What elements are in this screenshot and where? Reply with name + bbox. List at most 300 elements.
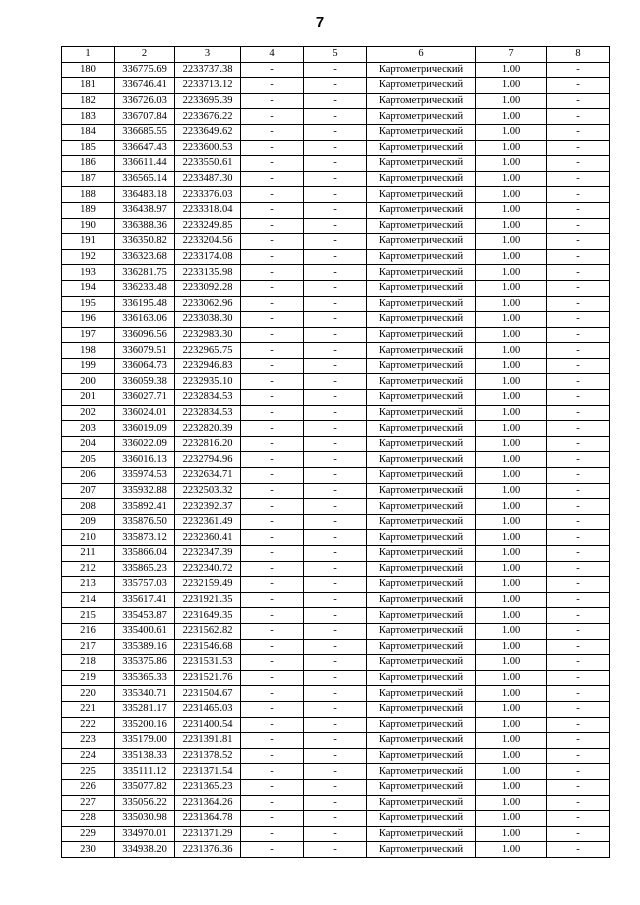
table-header-row [62,47,610,63]
table-cell: - [547,390,610,406]
table-cell: - [241,779,304,795]
table-cell: - [547,327,610,343]
table-cell: Картометрический [367,748,476,764]
table-cell: - [304,468,367,484]
table-cell: 335200.16 [115,717,175,733]
table-cell: Картометрический [367,436,476,452]
table-cell: 335932.88 [115,483,175,499]
table-row [62,623,610,639]
table-cell: 1.00 [476,811,547,827]
table-cell: 335179.00 [115,733,175,749]
table-cell: 221 [62,701,115,717]
table-cell: - [547,701,610,717]
table-cell: 2233649.62 [175,124,241,140]
table-cell: 336022.09 [115,436,175,452]
table-cell: Картометрический [367,218,476,234]
table-cell: 210 [62,530,115,546]
table-cell: - [547,405,610,421]
table-cell: 335340.71 [115,686,175,702]
table-cell: 336024.01 [115,405,175,421]
table-cell: 336016.13 [115,452,175,468]
table-cell: 199 [62,358,115,374]
table-cell: 1.00 [476,187,547,203]
table-cell: 2233174.08 [175,249,241,265]
column-header: 7 [476,47,547,63]
table-cell: - [547,733,610,749]
table-cell: Картометрический [367,701,476,717]
table-cell: 1.00 [476,499,547,515]
table-row [62,62,610,78]
table-cell: 2233135.98 [175,265,241,281]
table-cell: - [304,717,367,733]
table-cell: 336059.38 [115,374,175,390]
table-cell: - [304,62,367,78]
table-cell: 336565.14 [115,171,175,187]
table-cell: - [304,499,367,515]
table-cell: - [547,686,610,702]
table-cell: - [547,202,610,218]
table-cell: - [241,109,304,125]
table-cell: 336685.55 [115,124,175,140]
table-cell: 1.00 [476,234,547,250]
table-cell: 2231504.67 [175,686,241,702]
table-cell: Картометрический [367,280,476,296]
table-cell: - [241,826,304,842]
table-row [62,234,610,250]
table-row [62,701,610,717]
table-cell: 336438.97 [115,202,175,218]
table-cell: 1.00 [476,390,547,406]
table-cell: - [547,156,610,172]
table-cell: Картометрический [367,530,476,546]
column-header: 3 [175,47,241,63]
table-cell: - [304,561,367,577]
table-cell: 2233376.03 [175,187,241,203]
table-cell: 2232392.37 [175,499,241,515]
table-cell: 207 [62,483,115,499]
table-cell: 2231371.29 [175,826,241,842]
table-cell: - [241,62,304,78]
table-cell: - [304,686,367,702]
table-cell: - [241,561,304,577]
table-cell: 336707.84 [115,109,175,125]
table-cell: 2231531.53 [175,655,241,671]
table-cell: 1.00 [476,733,547,749]
table-cell: - [547,296,610,312]
table-cell: Картометрический [367,795,476,811]
table-cell: Картометрический [367,156,476,172]
table-cell: 335030.98 [115,811,175,827]
table-cell: Картометрический [367,124,476,140]
table-cell: - [304,483,367,499]
table-cell: 211 [62,546,115,562]
table-cell: 192 [62,249,115,265]
table-cell: 336726.03 [115,93,175,109]
table-row [62,530,610,546]
table-cell: - [304,156,367,172]
table-cell: 335865.23 [115,561,175,577]
table-cell: 187 [62,171,115,187]
table-cell: 2233062.96 [175,296,241,312]
table-cell: 336233.48 [115,280,175,296]
table-cell: 1.00 [476,623,547,639]
table-cell: - [241,592,304,608]
table-cell: 2233487.30 [175,171,241,187]
table-cell: 2231391.81 [175,733,241,749]
table-cell: 200 [62,374,115,390]
column-header: 2 [115,47,175,63]
table-cell: 220 [62,686,115,702]
table-cell: 2232361.49 [175,514,241,530]
table-cell: - [241,327,304,343]
table-cell: - [547,546,610,562]
table-cell: 227 [62,795,115,811]
table-cell: - [547,218,610,234]
table-row [62,405,610,421]
table-cell: Картометрический [367,686,476,702]
table-cell: 335974.53 [115,468,175,484]
table-cell: - [241,234,304,250]
table-row [62,140,610,156]
table-cell: Картометрический [367,421,476,437]
table-cell: 2231921.35 [175,592,241,608]
table-cell: 2233550.61 [175,156,241,172]
table-cell: - [547,623,610,639]
table-cell: - [547,826,610,842]
table-cell: 2232159.49 [175,577,241,593]
table-cell: Картометрический [367,140,476,156]
table-cell: 2233038.30 [175,312,241,328]
table-row [62,436,610,452]
table-cell: 2233318.04 [175,202,241,218]
table-cell: - [241,701,304,717]
table-cell: Картометрический [367,343,476,359]
table-cell: 1.00 [476,343,547,359]
column-header: 6 [367,47,476,63]
table-cell: 336281.75 [115,265,175,281]
table-cell: Картометрический [367,327,476,343]
table-cell: 1.00 [476,280,547,296]
table-cell: - [304,78,367,94]
table-cell: 203 [62,421,115,437]
table-cell: 230 [62,842,115,858]
table-cell: 189 [62,202,115,218]
table-cell: - [547,187,610,203]
table-row [62,156,610,172]
table-cell: Картометрический [367,265,476,281]
table-cell: - [547,795,610,811]
table-cell: - [241,202,304,218]
table-cell: 1.00 [476,717,547,733]
table-cell: 334938.20 [115,842,175,858]
table-cell: - [241,140,304,156]
table-cell: - [547,779,610,795]
table-cell: - [241,421,304,437]
table-cell: - [547,421,610,437]
table-cell: Картометрический [367,577,476,593]
table-cell: 1.00 [476,218,547,234]
table-cell: 2232946.83 [175,358,241,374]
table-cell: 212 [62,561,115,577]
table-cell: - [304,811,367,827]
table-cell: - [241,468,304,484]
table-cell: 1.00 [476,265,547,281]
table-row [62,280,610,296]
table-cell: 1.00 [476,405,547,421]
table-cell: - [241,249,304,265]
table-cell: 186 [62,156,115,172]
table-cell: - [241,686,304,702]
table-cell: 336775.69 [115,62,175,78]
table-row [62,187,610,203]
table-cell: 335876.50 [115,514,175,530]
table-cell: 1.00 [476,436,547,452]
table-row [62,78,610,94]
table-cell: Картометрический [367,452,476,468]
table-cell: 1.00 [476,327,547,343]
table-cell: - [547,312,610,328]
table-cell: 336483.18 [115,187,175,203]
table-cell: 1.00 [476,140,547,156]
table-cell: - [241,312,304,328]
table-cell: 1.00 [476,124,547,140]
table-cell: 2232794.96 [175,452,241,468]
table-cell: - [241,623,304,639]
table-cell: Картометрический [367,405,476,421]
table-cell: - [547,530,610,546]
table-cell: 1.00 [476,701,547,717]
table-row [62,109,610,125]
table-cell: - [241,280,304,296]
table-cell: - [304,265,367,281]
table-cell: 219 [62,670,115,686]
table-row [62,826,610,842]
table-row [62,592,610,608]
table-cell: - [304,733,367,749]
table-cell: - [304,701,367,717]
table-cell: 335617.41 [115,592,175,608]
table-cell: - [241,156,304,172]
table-cell: 2232340.72 [175,561,241,577]
table-cell: 201 [62,390,115,406]
table-cell: - [304,670,367,686]
table-cell: 335389.16 [115,639,175,655]
table-cell: - [304,358,367,374]
table-cell: 195 [62,296,115,312]
table-row [62,249,610,265]
table-cell: 2233092.28 [175,280,241,296]
table-cell: - [547,436,610,452]
table-row [62,374,610,390]
table-cell: Картометрический [367,623,476,639]
table-cell: 228 [62,811,115,827]
table-cell: 2233737.38 [175,62,241,78]
table-row [62,202,610,218]
table-cell: 1.00 [476,546,547,562]
table-cell: - [547,748,610,764]
table-cell: - [304,639,367,655]
table-cell: - [304,546,367,562]
table-cell: 2231562.82 [175,623,241,639]
table-cell: 2233600.53 [175,140,241,156]
table-cell: - [241,187,304,203]
table-cell: 335375.86 [115,655,175,671]
table-cell: 193 [62,265,115,281]
table-cell: 334970.01 [115,826,175,842]
table-cell: - [241,452,304,468]
table-cell: - [547,764,610,780]
table-cell: - [304,436,367,452]
table-cell: - [547,234,610,250]
table-cell: - [241,795,304,811]
table-cell: Картометрический [367,78,476,94]
table-cell: 2231521.76 [175,670,241,686]
table-cell: 217 [62,639,115,655]
table-cell: 184 [62,124,115,140]
table-row [62,452,610,468]
table-cell: Картометрический [367,374,476,390]
table-cell: Картометрический [367,514,476,530]
table-cell: 1.00 [476,421,547,437]
table-cell: 336388.36 [115,218,175,234]
table-cell: - [547,592,610,608]
table-cell: 335365.33 [115,670,175,686]
table-cell: 335453.87 [115,608,175,624]
table-row [62,795,610,811]
table-row [62,764,610,780]
table-row [62,327,610,343]
table-cell: 335757.03 [115,577,175,593]
table-cell: 180 [62,62,115,78]
table-cell: 205 [62,452,115,468]
table-cell: Картометрический [367,717,476,733]
table-cell: 2232347.39 [175,546,241,562]
table-cell: - [241,499,304,515]
table-cell: 1.00 [476,78,547,94]
table-cell: 2231400.54 [175,717,241,733]
table-cell: 1.00 [476,670,547,686]
table-cell: - [304,171,367,187]
table-cell: - [304,826,367,842]
table-cell: - [241,546,304,562]
table-cell: 2232935.10 [175,374,241,390]
table-cell: - [304,234,367,250]
table-cell: - [547,655,610,671]
table-cell: 2232834.53 [175,390,241,406]
table-cell: - [241,811,304,827]
table-cell: 1.00 [476,109,547,125]
table-cell: 2233695.39 [175,93,241,109]
column-header: 5 [304,47,367,63]
table-cell: - [304,390,367,406]
table-row [62,483,610,499]
column-header: 4 [241,47,304,63]
table-row [62,577,610,593]
column-header: 8 [547,47,610,63]
table-row [62,811,610,827]
table-cell: Картометрический [367,358,476,374]
table-cell: - [241,405,304,421]
table-cell: 1.00 [476,93,547,109]
table-row [62,546,610,562]
table-cell: - [547,811,610,827]
table-cell: 1.00 [476,202,547,218]
table-cell: - [547,343,610,359]
table-cell: - [547,468,610,484]
table-cell: 2231378.52 [175,748,241,764]
table-cell: - [547,514,610,530]
table-cell: - [547,499,610,515]
table-cell: Картометрический [367,764,476,780]
table-cell: 2233249.85 [175,218,241,234]
table-cell: 206 [62,468,115,484]
table-cell: 336096.56 [115,327,175,343]
table-cell: 2232834.53 [175,405,241,421]
table-cell: - [241,733,304,749]
table-cell: - [304,577,367,593]
table-cell: - [304,312,367,328]
table-cell: 336163.06 [115,312,175,328]
table-cell: - [241,296,304,312]
table-cell: - [547,265,610,281]
table-cell: 1.00 [476,312,547,328]
table-cell: Картометрический [367,109,476,125]
table-cell: Картометрический [367,187,476,203]
table-cell: 1.00 [476,374,547,390]
table-cell: 1.00 [476,655,547,671]
table-cell: 2231376.36 [175,842,241,858]
table-cell: - [304,249,367,265]
table-cell: - [241,530,304,546]
table-cell: 1.00 [476,530,547,546]
table-cell: 2231364.26 [175,795,241,811]
table-row [62,655,610,671]
table-cell: 335281.17 [115,701,175,717]
table-cell: - [304,592,367,608]
table-cell: 190 [62,218,115,234]
table-cell: 335873.12 [115,530,175,546]
column-header: 1 [62,47,115,63]
table-row [62,312,610,328]
table-cell: - [241,764,304,780]
table-cell: - [304,187,367,203]
table-cell: 2232634.71 [175,468,241,484]
table-cell: - [547,62,610,78]
table-cell: 2231546.68 [175,639,241,655]
page-number: 7 [315,14,325,31]
table-cell: 336027.71 [115,390,175,406]
table-cell: 197 [62,327,115,343]
table-cell: - [547,483,610,499]
table-row [62,514,610,530]
table-cell: Картометрический [367,62,476,78]
table-cell: 229 [62,826,115,842]
table-cell: 2233676.22 [175,109,241,125]
table-row [62,779,610,795]
table-row [62,171,610,187]
table-cell: - [304,109,367,125]
table-cell: 335400.61 [115,623,175,639]
table-cell: - [241,374,304,390]
table-cell: 182 [62,93,115,109]
table-cell: 225 [62,764,115,780]
table-cell: 204 [62,436,115,452]
table-row [62,842,610,858]
table-cell: Картометрический [367,499,476,515]
table-cell: 336746.41 [115,78,175,94]
table-cell: 202 [62,405,115,421]
table-cell: Картометрический [367,733,476,749]
